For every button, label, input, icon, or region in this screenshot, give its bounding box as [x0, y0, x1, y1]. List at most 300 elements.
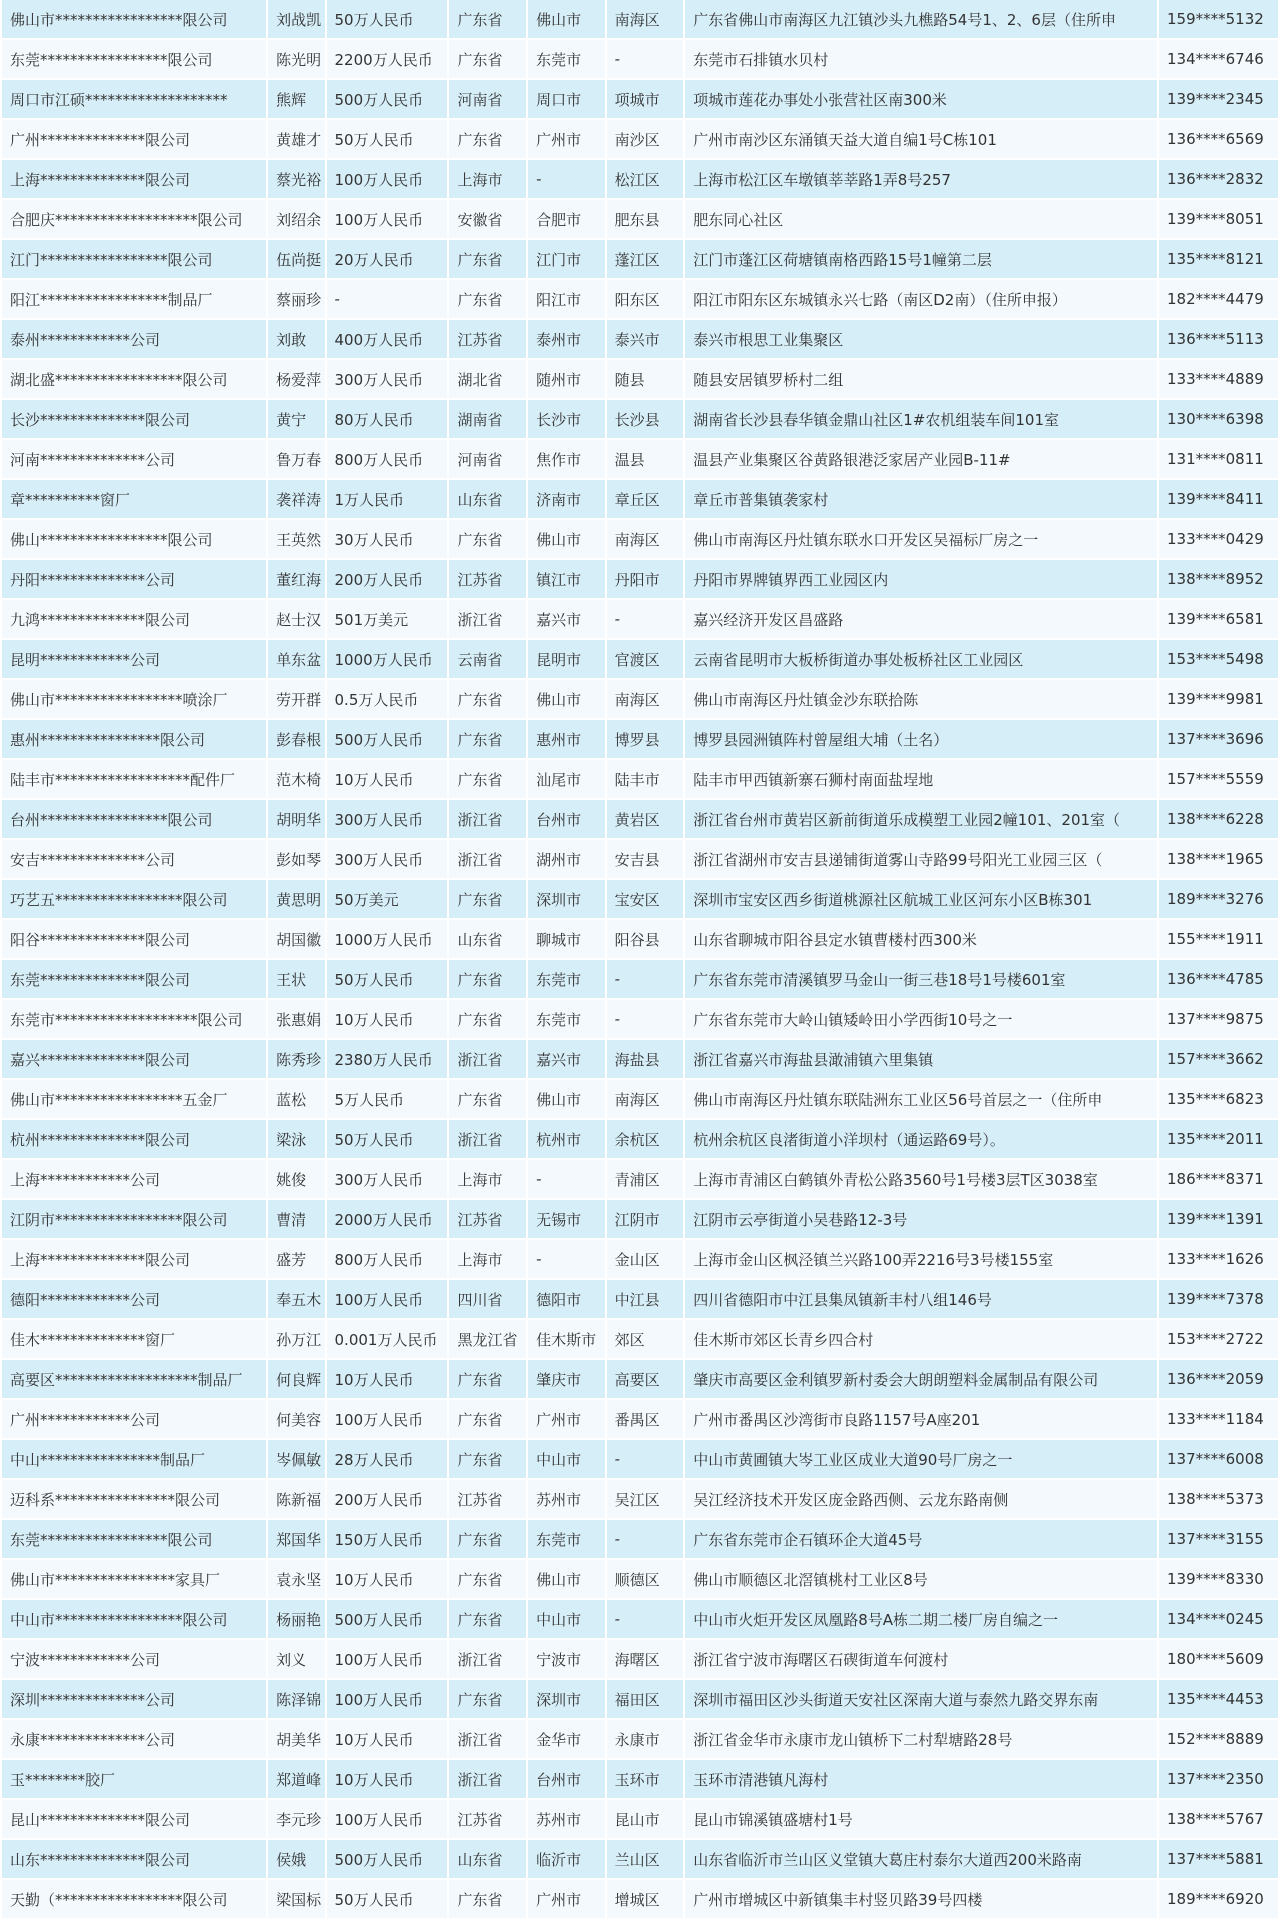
address-cell: 湖南省长沙县春华镇金鼎山社区1#农机组装车间101室: [685, 400, 1157, 438]
contact-person-cell: 刘义: [268, 1640, 324, 1678]
city-cell: 佛山市: [528, 0, 605, 38]
district-cell: -: [607, 1600, 684, 1638]
city-cell: -: [528, 160, 605, 198]
province-cell: 广东省: [449, 1600, 526, 1638]
table-row: [2, 1880, 1278, 1918]
company-name-cell: 德阳************公司: [2, 1280, 266, 1318]
company-name-cell: 东莞*****************限公司: [2, 1520, 266, 1558]
registered-capital-cell: 500万人民币: [327, 1840, 448, 1878]
district-cell: 昆山市: [607, 1800, 684, 1838]
phone-cell: 137****6008: [1159, 1440, 1278, 1478]
company-name-cell: 江阴市*****************限公司: [2, 1200, 266, 1238]
table-row: [2, 1560, 1278, 1598]
contact-person-cell: 熊辉: [268, 80, 324, 118]
registered-capital-cell: 0.001万人民币: [327, 1320, 448, 1358]
contact-person-cell: 陈光明: [268, 40, 324, 78]
contact-person-cell: 伍尚挺: [268, 240, 324, 278]
province-cell: 广东省: [449, 240, 526, 278]
contact-person-cell: 何良辉: [268, 1360, 324, 1398]
district-cell: 泰兴市: [607, 320, 684, 358]
company-name-cell: 台州*****************限公司: [2, 800, 266, 838]
table-row: [2, 160, 1278, 198]
registered-capital-cell: 28万人民币: [327, 1440, 448, 1478]
table-row: [2, 520, 1278, 558]
address-cell: 阳江市阳东区东城镇永兴七路（南区D2南）（住所申报）: [685, 280, 1157, 318]
contact-person-cell: 黄宁: [268, 400, 324, 438]
company-name-cell: 中山市*****************限公司: [2, 1600, 266, 1638]
province-cell: 浙江省: [449, 800, 526, 838]
phone-cell: 153****2722: [1159, 1320, 1278, 1358]
company-name-cell: 佛山*****************限公司: [2, 520, 266, 558]
registered-capital-cell: 800万人民币: [327, 1240, 448, 1278]
province-cell: 广东省: [449, 680, 526, 718]
registered-capital-cell: 800万人民币: [327, 440, 448, 478]
district-cell: 南海区: [607, 0, 684, 38]
registered-capital-cell: 1000万人民币: [327, 920, 448, 958]
table-row: [2, 1840, 1278, 1878]
province-cell: 上海市: [449, 1160, 526, 1198]
contact-person-cell: 赵士汉: [268, 600, 324, 638]
table-row: [2, 320, 1278, 358]
city-cell: 佛山市: [528, 520, 605, 558]
table-row: [2, 1800, 1278, 1838]
district-cell: 余杭区: [607, 1120, 684, 1158]
phone-cell: 138****5373: [1159, 1480, 1278, 1518]
address-cell: 肇庆市高要区金利镇罗新村委会大朗朗塑料金属制品有限公司: [685, 1360, 1157, 1398]
table-row: [2, 1680, 1278, 1718]
registered-capital-cell: 10万人民币: [327, 1760, 448, 1798]
table-row: [2, 480, 1278, 518]
province-cell: 山东省: [449, 920, 526, 958]
district-cell: 福田区: [607, 1680, 684, 1718]
company-table-body: [2, 0, 1278, 1918]
company-name-cell: 惠州****************限公司: [2, 720, 266, 758]
table-row: [2, 240, 1278, 278]
province-cell: 广东省: [449, 1400, 526, 1438]
address-cell: 佛山市南海区丹灶镇东联水口开发区吴福标厂房之一: [685, 520, 1157, 558]
phone-cell: 134****0245: [1159, 1600, 1278, 1638]
address-cell: 四川省德阳市中江县集凤镇新丰村八组146号: [685, 1280, 1157, 1318]
contact-person-cell: 奉五木: [268, 1280, 324, 1318]
province-cell: 河南省: [449, 440, 526, 478]
table-row: [2, 280, 1278, 318]
province-cell: 广东省: [449, 40, 526, 78]
province-cell: 浙江省: [449, 1640, 526, 1678]
address-cell: 上海市青浦区白鹤镇外青松公路3560号1号楼3层T区3038室: [685, 1160, 1157, 1198]
city-cell: 嘉兴市: [528, 600, 605, 638]
address-cell: 温县产业集聚区谷黄路银港泛家居产业园B-11#: [685, 440, 1157, 478]
province-cell: 浙江省: [449, 600, 526, 638]
registered-capital-cell: 100万人民币: [327, 1280, 448, 1318]
province-cell: 广东省: [449, 880, 526, 918]
contact-person-cell: 劳开群: [268, 680, 324, 718]
table-row: [2, 1080, 1278, 1118]
registered-capital-cell: 2380万人民币: [327, 1040, 448, 1078]
district-cell: 宝安区: [607, 880, 684, 918]
company-name-cell: 杭州**************限公司: [2, 1120, 266, 1158]
city-cell: 周口市: [528, 80, 605, 118]
table-row: [2, 1000, 1278, 1038]
city-cell: 东莞市: [528, 40, 605, 78]
registered-capital-cell: 50万人民币: [327, 0, 448, 38]
contact-person-cell: 蔡光裕: [268, 160, 324, 198]
city-cell: 台州市: [528, 800, 605, 838]
phone-cell: 138****5767: [1159, 1800, 1278, 1838]
district-cell: 丹阳市: [607, 560, 684, 598]
city-cell: 无锡市: [528, 1200, 605, 1238]
address-cell: 山东省临沂市兰山区义堂镇大葛庄村泰尔大道西200米路南: [685, 1840, 1157, 1878]
table-row: [2, 600, 1278, 638]
city-cell: 中山市: [528, 1600, 605, 1638]
city-cell: 中山市: [528, 1440, 605, 1478]
province-cell: 浙江省: [449, 1120, 526, 1158]
province-cell: 广东省: [449, 520, 526, 558]
contact-person-cell: 孙万江: [268, 1320, 324, 1358]
company-name-cell: 迈科系****************限公司: [2, 1480, 266, 1518]
company-name-cell: 阳谷**************限公司: [2, 920, 266, 958]
phone-cell: 135****6823: [1159, 1080, 1278, 1118]
phone-cell: 133****0429: [1159, 520, 1278, 558]
phone-cell: 153****5498: [1159, 640, 1278, 678]
contact-person-cell: 袭祥涛: [268, 480, 324, 518]
contact-person-cell: 梁泳: [268, 1120, 324, 1158]
company-name-cell: 广州**************限公司: [2, 120, 266, 158]
company-name-cell: 昆山**************限公司: [2, 1800, 266, 1838]
phone-cell: 135****8121: [1159, 240, 1278, 278]
phone-cell: 137****2350: [1159, 1760, 1278, 1798]
district-cell: 顺德区: [607, 1560, 684, 1598]
company-name-cell: 宁波************公司: [2, 1640, 266, 1678]
address-cell: 东莞市石排镇水贝村: [685, 40, 1157, 78]
company-name-cell: 阳江*****************制品厂: [2, 280, 266, 318]
city-cell: 佛山市: [528, 1080, 605, 1118]
company-name-cell: 玉********胶厂: [2, 1760, 266, 1798]
city-cell: 江门市: [528, 240, 605, 278]
address-cell: 肥东同心社区: [685, 200, 1157, 238]
address-cell: 广东省东莞市清溪镇罗马金山一街三巷18号1号楼601室: [685, 960, 1157, 998]
address-cell: 博罗县园洲镇阵村曾屋组大埔（土名）: [685, 720, 1157, 758]
registered-capital-cell: 20万人民币: [327, 240, 448, 278]
registered-capital-cell: 501万美元: [327, 600, 448, 638]
registered-capital-cell: 50万人民币: [327, 960, 448, 998]
company-name-cell: 巧艺五*****************限公司: [2, 880, 266, 918]
registered-capital-cell: 50万美元: [327, 880, 448, 918]
phone-cell: 137****5881: [1159, 1840, 1278, 1878]
province-cell: 河南省: [449, 80, 526, 118]
province-cell: 浙江省: [449, 840, 526, 878]
phone-cell: 137****3696: [1159, 720, 1278, 758]
address-cell: 吴江经济技术开发区庞金路西侧、云龙东路南侧: [685, 1480, 1157, 1518]
address-cell: 佳木斯市郊区长青乡四合村: [685, 1320, 1157, 1358]
company-name-cell: 佳木**************窗厂: [2, 1320, 266, 1358]
phone-cell: 155****1911: [1159, 920, 1278, 958]
table-row: [2, 40, 1278, 78]
province-cell: 江苏省: [449, 1200, 526, 1238]
phone-cell: 136****6569: [1159, 120, 1278, 158]
company-name-cell: 山东**************限公司: [2, 1840, 266, 1878]
district-cell: 玉环市: [607, 1760, 684, 1798]
district-cell: 吴江区: [607, 1480, 684, 1518]
registered-capital-cell: 10万人民币: [327, 1720, 448, 1758]
province-cell: 四川省: [449, 1280, 526, 1318]
phone-cell: 137****3155: [1159, 1520, 1278, 1558]
city-cell: 佳木斯市: [528, 1320, 605, 1358]
registered-capital-cell: 200万人民币: [327, 1480, 448, 1518]
province-cell: 湖北省: [449, 360, 526, 398]
registered-capital-cell: 300万人民币: [327, 800, 448, 838]
table-row: [2, 800, 1278, 838]
address-cell: 浙江省金华市永康市龙山镇桥下二村犁塘路28号: [685, 1720, 1157, 1758]
city-cell: -: [528, 1240, 605, 1278]
phone-cell: 130****6398: [1159, 400, 1278, 438]
table-row: [2, 920, 1278, 958]
contact-person-cell: 何美容: [268, 1400, 324, 1438]
company-name-cell: 河南**************公司: [2, 440, 266, 478]
city-cell: 临沂市: [528, 1840, 605, 1878]
province-cell: 云南省: [449, 640, 526, 678]
province-cell: 广东省: [449, 1000, 526, 1038]
city-cell: 深圳市: [528, 1680, 605, 1718]
company-name-cell: 昆明************公司: [2, 640, 266, 678]
company-name-cell: 陆丰市******************配件厂: [2, 760, 266, 798]
city-cell: 杭州市: [528, 1120, 605, 1158]
contact-person-cell: 陈新福: [268, 1480, 324, 1518]
district-cell: -: [607, 600, 684, 638]
city-cell: 合肥市: [528, 200, 605, 238]
contact-person-cell: 彭春根: [268, 720, 324, 758]
contact-person-cell: 胡国徽: [268, 920, 324, 958]
registered-capital-cell: 5万人民币: [327, 1080, 448, 1118]
district-cell: 肥东县: [607, 200, 684, 238]
address-cell: 中山市黄圃镇大岑工业区成业大道90号厂房之一: [685, 1440, 1157, 1478]
district-cell: 南海区: [607, 680, 684, 718]
address-cell: 浙江省嘉兴市海盐县澉浦镇六里集镇: [685, 1040, 1157, 1078]
address-cell: 广州市南沙区东涌镇天益大道自编1号C栋101: [685, 120, 1157, 158]
phone-cell: 139****6581: [1159, 600, 1278, 638]
district-cell: 青浦区: [607, 1160, 684, 1198]
registered-capital-cell: 0.5万人民币: [327, 680, 448, 718]
company-name-cell: 江门*****************限公司: [2, 240, 266, 278]
address-cell: 上海市松江区车墩镇莘莘路1弄8号257: [685, 160, 1157, 198]
company-name-cell: 丹阳**************公司: [2, 560, 266, 598]
table-row: [2, 880, 1278, 918]
table-row: [2, 640, 1278, 678]
registered-capital-cell: 100万人民币: [327, 1800, 448, 1838]
province-cell: 湖南省: [449, 400, 526, 438]
phone-cell: 138****8952: [1159, 560, 1278, 598]
table-row: [2, 200, 1278, 238]
province-cell: 江苏省: [449, 1800, 526, 1838]
company-name-cell: 九鸿**************限公司: [2, 600, 266, 638]
registered-capital-cell: 300万人民币: [327, 1160, 448, 1198]
phone-cell: 136****5113: [1159, 320, 1278, 358]
contact-person-cell: 胡美华: [268, 1720, 324, 1758]
city-cell: 苏州市: [528, 1800, 605, 1838]
table-row: [2, 1760, 1278, 1798]
contact-person-cell: 袁永坚: [268, 1560, 324, 1598]
city-cell: 肇庆市: [528, 1360, 605, 1398]
phone-cell: 139****2345: [1159, 80, 1278, 118]
city-cell: 惠州市: [528, 720, 605, 758]
table-row: [2, 680, 1278, 718]
city-cell: 广州市: [528, 1880, 605, 1918]
district-cell: 温县: [607, 440, 684, 478]
city-cell: 苏州市: [528, 1480, 605, 1518]
company-name-cell: 东莞市*******************限公司: [2, 1000, 266, 1038]
phone-cell: 157****3662: [1159, 1040, 1278, 1078]
city-cell: 东莞市: [528, 960, 605, 998]
contact-person-cell: 彭如琴: [268, 840, 324, 878]
contact-person-cell: 单东盆: [268, 640, 324, 678]
phone-cell: 136****4785: [1159, 960, 1278, 998]
address-cell: 浙江省宁波市海曙区石碶街道车何渡村: [685, 1640, 1157, 1678]
table-row: [2, 1320, 1278, 1358]
company-name-cell: 东莞**************限公司: [2, 960, 266, 998]
registered-capital-cell: 100万人民币: [327, 160, 448, 198]
city-cell: 广州市: [528, 120, 605, 158]
table-row: [2, 400, 1278, 438]
address-cell: 随县安居镇罗桥村二组: [685, 360, 1157, 398]
province-cell: 广东省: [449, 720, 526, 758]
city-cell: 东莞市: [528, 1520, 605, 1558]
registered-capital-cell: 300万人民币: [327, 360, 448, 398]
district-cell: 章丘区: [607, 480, 684, 518]
district-cell: 金山区: [607, 1240, 684, 1278]
district-cell: 松江区: [607, 160, 684, 198]
city-cell: 阳江市: [528, 280, 605, 318]
city-cell: 佛山市: [528, 680, 605, 718]
phone-cell: 186****8371: [1159, 1160, 1278, 1198]
registered-capital-cell: 400万人民币: [327, 320, 448, 358]
phone-cell: 138****6228: [1159, 800, 1278, 838]
province-cell: 广东省: [449, 960, 526, 998]
contact-person-cell: 盛芳: [268, 1240, 324, 1278]
phone-cell: 139****7378: [1159, 1280, 1278, 1318]
contact-person-cell: 梁国标: [268, 1880, 324, 1918]
table-row: [2, 1120, 1278, 1158]
contact-person-cell: 姚俊: [268, 1160, 324, 1198]
phone-cell: 180****5609: [1159, 1640, 1278, 1678]
province-cell: 广东省: [449, 760, 526, 798]
contact-person-cell: 黄思明: [268, 880, 324, 918]
district-cell: 南沙区: [607, 120, 684, 158]
district-cell: 南海区: [607, 520, 684, 558]
city-cell: 宁波市: [528, 1640, 605, 1678]
phone-cell: 131****0811: [1159, 440, 1278, 478]
contact-person-cell: 王状: [268, 960, 324, 998]
company-name-cell: 周口市江硕*******************: [2, 80, 266, 118]
province-cell: 安徽省: [449, 200, 526, 238]
city-cell: 汕尾市: [528, 760, 605, 798]
district-cell: -: [607, 1520, 684, 1558]
province-cell: 广东省: [449, 1440, 526, 1478]
address-cell: 广州市增城区中新镇集丰村竖贝路39号四楼: [685, 1880, 1157, 1918]
table-row: [2, 360, 1278, 398]
address-cell: 陆丰市甲西镇新寨石狮村南面盐埕地: [685, 760, 1157, 798]
company-name-cell: 天勤（*****************限公司: [2, 1880, 266, 1918]
province-cell: 浙江省: [449, 1720, 526, 1758]
address-cell: 泰兴市根思工业集聚区: [685, 320, 1157, 358]
phone-cell: 133****4889: [1159, 360, 1278, 398]
address-cell: 杭州余杭区良渚街道小洋坝村（通运路69号）。: [685, 1120, 1157, 1158]
city-cell: 湖州市: [528, 840, 605, 878]
district-cell: 海盐县: [607, 1040, 684, 1078]
address-cell: 广东省东莞市大岭山镇矮岭田小学西街10号之一: [685, 1000, 1157, 1038]
city-cell: 随州市: [528, 360, 605, 398]
registered-capital-cell: 2000万人民币: [327, 1200, 448, 1238]
company-name-cell: 合肥庆*******************限公司: [2, 200, 266, 238]
district-cell: 番禺区: [607, 1400, 684, 1438]
district-cell: 陆丰市: [607, 760, 684, 798]
district-cell: 官渡区: [607, 640, 684, 678]
registered-capital-cell: 100万人民币: [327, 200, 448, 238]
address-cell: 章丘市普集镇袭家村: [685, 480, 1157, 518]
registered-capital-cell: 30万人民币: [327, 520, 448, 558]
contact-person-cell: 鲁万春: [268, 440, 324, 478]
table-row: [2, 1600, 1278, 1638]
table-row: [2, 1280, 1278, 1318]
district-cell: 兰山区: [607, 1840, 684, 1878]
address-cell: 佛山市顺德区北滘镇桃村工业区8号: [685, 1560, 1157, 1598]
phone-cell: 137****9875: [1159, 1000, 1278, 1038]
phone-cell: 189****3276: [1159, 880, 1278, 918]
registered-capital-cell: 200万人民币: [327, 560, 448, 598]
phone-cell: 159****5132: [1159, 0, 1278, 38]
address-cell: 深圳市宝安区西乡街道桃源社区航城工业区河东小区B栋301: [685, 880, 1157, 918]
table-row: [2, 720, 1278, 758]
district-cell: -: [607, 40, 684, 78]
province-cell: 江苏省: [449, 320, 526, 358]
company-name-cell: 佛山市*****************五金厂: [2, 1080, 266, 1118]
registered-capital-cell: 100万人民币: [327, 1680, 448, 1718]
city-cell: 济南市: [528, 480, 605, 518]
province-cell: 浙江省: [449, 1760, 526, 1798]
address-cell: 浙江省湖州市安吉县递铺街道雾山寺路99号阳光工业园三区（: [685, 840, 1157, 878]
registered-capital-cell: 100万人民币: [327, 1640, 448, 1678]
province-cell: 山东省: [449, 480, 526, 518]
company-name-cell: 长沙**************限公司: [2, 400, 266, 438]
registered-capital-cell: 1000万人民币: [327, 640, 448, 678]
company-name-cell: 深圳**************公司: [2, 1680, 266, 1718]
registered-capital-cell: 10万人民币: [327, 1560, 448, 1598]
registered-capital-cell: 50万人民币: [327, 1120, 448, 1158]
province-cell: 广东省: [449, 1360, 526, 1398]
province-cell: 广东省: [449, 0, 526, 38]
address-cell: 广东省东莞市企石镇环企大道45号: [685, 1520, 1157, 1558]
province-cell: 江苏省: [449, 560, 526, 598]
company-name-cell: 高要区*******************制品厂: [2, 1360, 266, 1398]
district-cell: 海曙区: [607, 1640, 684, 1678]
district-cell: 阳东区: [607, 280, 684, 318]
district-cell: 博罗县: [607, 720, 684, 758]
company-name-cell: 佛山市****************家具厂: [2, 1560, 266, 1598]
company-name-cell: 中山****************制品厂: [2, 1440, 266, 1478]
registered-capital-cell: 10万人民币: [327, 1000, 448, 1038]
registered-capital-cell: 500万人民币: [327, 1600, 448, 1638]
province-cell: 浙江省: [449, 1040, 526, 1078]
company-name-cell: 东莞*****************限公司: [2, 40, 266, 78]
city-cell: 长沙市: [528, 400, 605, 438]
district-cell: -: [607, 1000, 684, 1038]
city-cell: 聊城市: [528, 920, 605, 958]
province-cell: 广东省: [449, 1880, 526, 1918]
province-cell: 上海市: [449, 1240, 526, 1278]
city-cell: 金华市: [528, 1720, 605, 1758]
city-cell: -: [528, 1160, 605, 1198]
city-cell: 昆明市: [528, 640, 605, 678]
registered-capital-cell: 500万人民币: [327, 720, 448, 758]
district-cell: 江阴市: [607, 1200, 684, 1238]
